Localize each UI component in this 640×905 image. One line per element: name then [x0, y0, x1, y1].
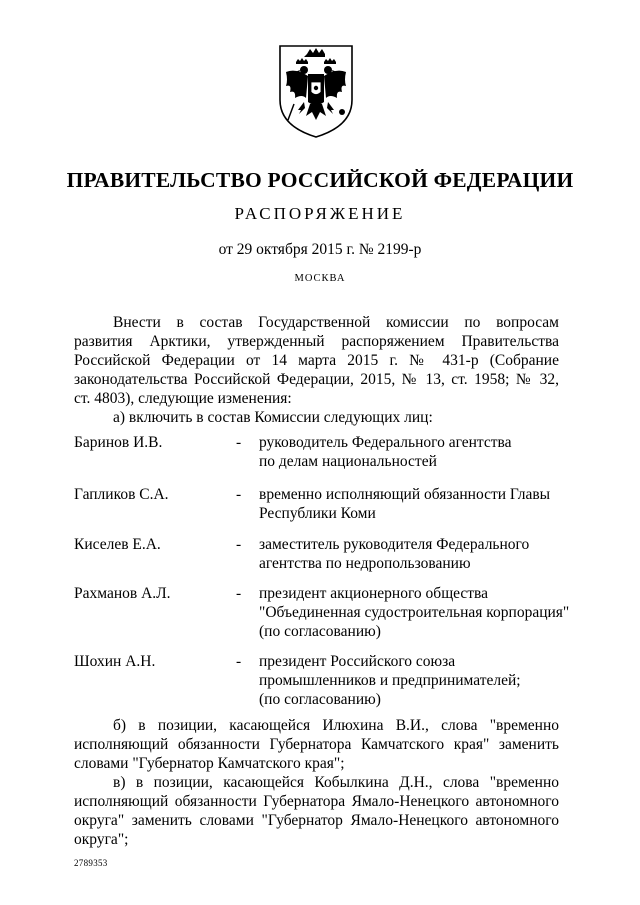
document-city: МОСКВА [294, 273, 346, 284]
member-dash: - [236, 434, 242, 451]
item-c-line: округа"; [74, 831, 129, 848]
item-b-line: б) в позиции, касающейся Илюхина В.И., слова "временно [113, 717, 559, 734]
item-b-line: словами "Губернатор Камчатского края"; [74, 755, 345, 772]
member-role-line: временно исполняющий обязанности Главы [259, 486, 551, 503]
item-a-text: а) включить в состав Комиссии следующих лиц: [113, 409, 433, 426]
coat-of-arms-emblem [274, 42, 358, 140]
member-role-line: президент акционерного общества [259, 585, 489, 602]
member-dash: - [236, 585, 242, 602]
member-role-line: по делам национальностей [259, 453, 437, 470]
intro-line: ст. 4803), следующие изменения: [74, 390, 292, 407]
member-role-line: (по согласованию) [259, 691, 381, 708]
intro-line: развития Арктики, утвержденный распоряжением Правительства [74, 333, 559, 350]
member-dash: - [236, 486, 242, 503]
member-name: Рахманов А.Л. [74, 585, 171, 602]
document-type: РАСПОРЯЖЕНИЕ [234, 204, 406, 223]
document-date-number: от 29 октября 2015 г. № 2199-р [218, 241, 422, 258]
member-name: Киселев Е.А. [74, 536, 161, 553]
footer-document-code: 2789353 [74, 858, 108, 868]
member-role-line: Республики Коми [259, 505, 376, 522]
member-name: Гапликов С.А. [74, 486, 169, 503]
intro-line: Российской Федерации от 14 марта 2015 г. № 431-р (Собрание [74, 352, 559, 369]
item-c-line: в) в позиции, касающейся Кобылкина Д.Н., слова "временно [113, 774, 559, 791]
member-role-line: "Объединенная судостроительная корпорация" [259, 604, 570, 621]
member-role-line: заместитель руководителя Федерального [259, 536, 530, 553]
item-b-line: исполняющий обязанности Губернатора Камчатского края" заменить [74, 736, 559, 753]
member-name: Баринов И.В. [74, 434, 163, 451]
member-role-line: руководитель Федерального агентства [259, 434, 512, 451]
member-role-line: (по согласованию) [259, 623, 381, 640]
member-role-line: президент Российского союза [259, 653, 456, 670]
member-dash: - [236, 536, 242, 553]
intro-line: Внести в состав Государственной комиссии по вопросам [113, 314, 559, 331]
member-name: Шохин А.Н. [74, 653, 156, 670]
item-c-line: округа" заменить словами "Губернатор Ямало-Ненецкого автономного [74, 812, 559, 829]
government-title: ПРАВИТЕЛЬСТВО РОССИЙСКОЙ ФЕДЕРАЦИИ [66, 168, 574, 192]
member-dash: - [236, 653, 242, 670]
intro-line: законодательства Российской Федерации, 2015, № 13, ст. 1958; № 32, [74, 371, 559, 388]
member-role-line: агентства по недропользованию [259, 555, 471, 572]
member-role-line: промышленников и предпринимателей; [259, 672, 521, 689]
item-c-line: исполняющий обязанности Губернатора Ямало-Ненецкого автономного [74, 793, 559, 810]
